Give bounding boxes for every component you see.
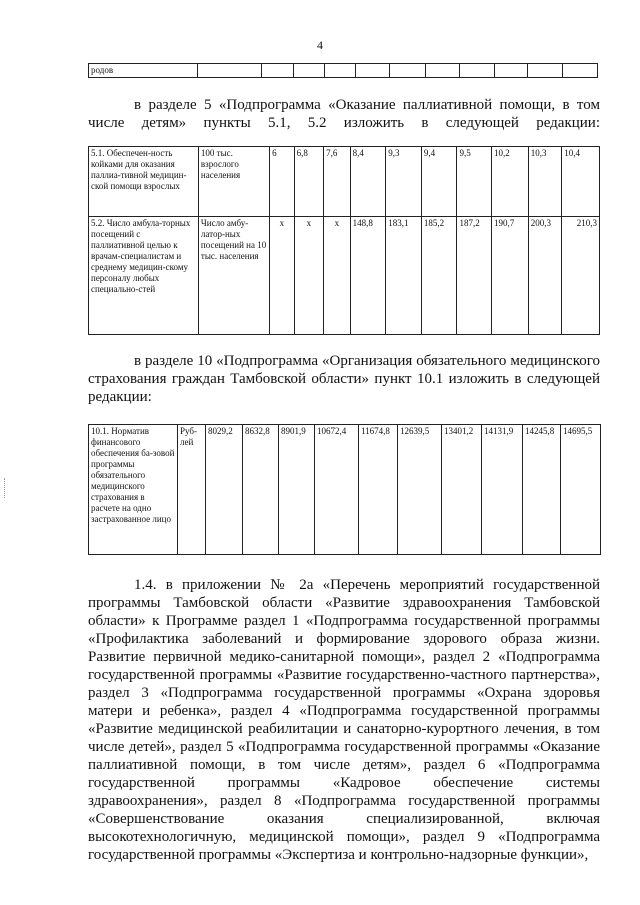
value-cell: х bbox=[294, 217, 324, 335]
value-cell: 10,4 bbox=[562, 147, 600, 217]
value-cell: х bbox=[270, 217, 294, 335]
previous-table-fragment bbox=[88, 63, 598, 78]
table-section-10 bbox=[88, 424, 601, 555]
indicator-cell: 10.1. Норматив финансового обеспечения ба-зовой программы обязательного медицинского страхования в расчете на одно застрахованное лицо bbox=[89, 425, 178, 555]
value-cell: 10672,4 bbox=[315, 425, 359, 555]
body-paragraph-1-4: 1.4. в приложении № 2а «Перечень мероприятий государственной программы Тамбовской области «Развитие здравоохранения Тамбовской области» к Программе раздел 1 «Подпрограмма государственной программы «Профилактика заболеваний и формирование здорового образа жизни. Развитие первичной медико-санитарной помощи», раздел 2 «Подпрограмма государственной программы «Развитие государственно-частного партнерства», раздел 3 «Подпрограмма государственной программы «Охрана здоровья матери и ребенка», раздел 4 «Подпрограмма государственной программы «Развитие медицинской реабилитации и санаторно-курортного лечения, в том числе детей», раздел 5 «Подпрограмма государственной программы «Оказание паллиативной помощи, в том числе детям», раздел 6 «Подпрограмма государственной программы «Кадровое обеспечение системы здравоохранения», раздел 8 «Подпрограмма государственной программы «Совершенствование оказания специализированной, включая высокотехнологичную, медицинской помощи», раздел 9 «Подпрограмма государственной программы «Экспертиза и контрольно-надзорные функции», bbox=[88, 577, 600, 863]
value-cell: 9,4 bbox=[421, 147, 457, 217]
value-cell: 8,4 bbox=[350, 147, 386, 217]
value-cell: 11674,8 bbox=[359, 425, 398, 555]
value-cell: 9,3 bbox=[386, 147, 422, 217]
value-cell: 12639,5 bbox=[398, 425, 442, 555]
fragment-cell-text: родов bbox=[89, 64, 198, 78]
value-cell: 10,3 bbox=[528, 147, 562, 217]
indicator-cell: 5.2. Число амбула-торных посещений с паллиативной целью к врачам-специалистам и среднему медицин-скому персоналу любых специально-стей bbox=[89, 217, 199, 335]
value-cell: 14695,5 bbox=[561, 425, 601, 555]
value-cell: 14131,9 bbox=[482, 425, 523, 555]
value-cell: 185,2 bbox=[421, 217, 457, 335]
value-cell: 6 bbox=[270, 147, 294, 217]
value-cell: 187,2 bbox=[457, 217, 492, 335]
table-row bbox=[89, 217, 600, 335]
indicator-cell: 5.1. Обеспечен-ность койками для оказания паллиа-тивной медицин-ской помощи взрослых bbox=[89, 147, 199, 217]
value-cell: 7,6 bbox=[324, 147, 350, 217]
value-cell: 9,5 bbox=[457, 147, 492, 217]
value-cell: 190,7 bbox=[492, 217, 529, 335]
value-cell: х bbox=[324, 217, 350, 335]
value-cell: 210,3 bbox=[562, 217, 600, 335]
scan-margin-mark bbox=[4, 478, 6, 498]
unit-cell: Руб-лей bbox=[178, 425, 206, 555]
value-cell: 8901,9 bbox=[279, 425, 315, 555]
table-row bbox=[89, 425, 601, 555]
value-cell: 10,2 bbox=[492, 147, 529, 217]
value-cell: 183,1 bbox=[386, 217, 422, 335]
value-cell: 13401,2 bbox=[442, 425, 482, 555]
value-cell: 148,8 bbox=[350, 217, 386, 335]
intro-section-5: в разделе 5 «Подпрограмма «Оказание паллиативной помощи, в том числе детям» пункты 5.1, 5.2 изложить в следующей редакции: bbox=[88, 97, 600, 131]
table-row bbox=[89, 147, 600, 217]
unit-cell: 100 тыс. взрослого населения bbox=[198, 147, 269, 217]
value-cell: 6,8 bbox=[294, 147, 324, 217]
table-section-5 bbox=[88, 146, 600, 335]
value-cell: 8029,2 bbox=[206, 425, 243, 555]
unit-cell: Число амбу-латор-ных посещений на 10 тыс. населения bbox=[198, 217, 269, 335]
value-cell: 8632,8 bbox=[243, 425, 279, 555]
page-number: 4 bbox=[317, 38, 323, 52]
value-cell: 200,3 bbox=[528, 217, 562, 335]
intro-section-10: в разделе 10 «Подпрограмма «Организация обязательного медицинского страхования граждан Тамбовской области» пункт 10.1 изложить в следующей редакции: bbox=[88, 353, 600, 405]
value-cell: 14245,8 bbox=[523, 425, 561, 555]
